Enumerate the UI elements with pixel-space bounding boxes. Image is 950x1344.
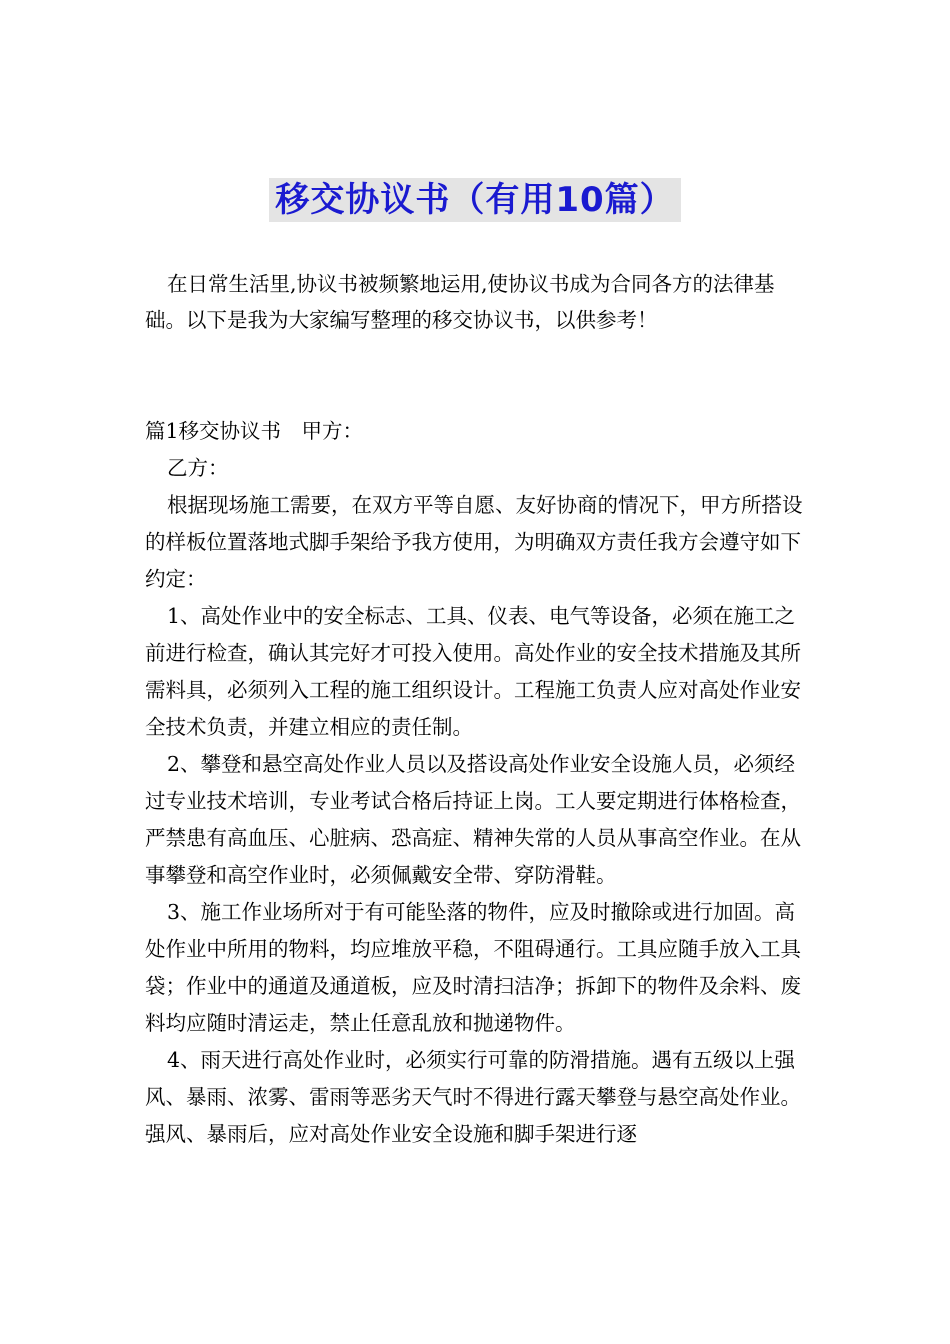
document-title: 移交协议书（有用10篇）	[269, 178, 680, 222]
party-b-line: 乙方：	[167, 456, 229, 480]
section-heading: 篇1移交协议书 甲方：	[145, 419, 364, 443]
intro-paragraph: 在日常生活里,协议书被频繁地运用,使协议书成为合同各方的法律基础。以下是我为大家编写整理的移交协议书，以供参考！	[145, 272, 775, 332]
document-body	[145, 413, 813, 1153]
clause-paragraph: 1、高处作业中的安全标志、工具、仪表、电气等设备，必须在施工之前进行检查，确认其完好才可投入使用。高处作业的安全技术措施及其所需料具，必须列入工程的施工组织设计。工程施工负责人应对高处作业安全技术负责，并建立相应的责任制。	[145, 604, 801, 739]
preamble-paragraph: 根据现场施工需要，在双方平等自愿、友好协商的情况下，甲方所搭设的样板位置落地式脚手架给予我方使用，为明确双方责任我方会遵守如下约定：	[145, 493, 803, 591]
clause-paragraph: 3、施工作业场所对于有可能坠落的物件，应及时撤除或进行加固。高处作业中所用的物料，均应堆放平稳，不阻碍通行。工具应随手放入工具袋；作业中的通道及通道板，应及时清扫洁净；拆卸下的物件及余料、废料均应随时清运走，禁止任意乱放和抛递物件。	[145, 900, 801, 1035]
clause-paragraph: 2、攀登和悬空高处作业人员以及搭设高处作业安全设施人员，必须经过专业技术培训，专业考试合格后持证上岗。工人要定期进行体格检查，严禁患有高血压、心脏病、恐高症、精神失常的人员从事高空作业。在从事攀登和高空作业时，必须佩戴安全带、穿防滑鞋。	[145, 752, 801, 887]
clause-paragraph: 4、雨天进行高处作业时，必须实行可靠的防滑措施。遇有五级以上强风、暴雨、浓雾、雷雨等恶劣天气时不得进行露天攀登与悬空高处作业。强风、暴雨后，应对高处作业安全设施和脚手架进行逐	[145, 1048, 801, 1146]
title-container	[0, 178, 950, 222]
